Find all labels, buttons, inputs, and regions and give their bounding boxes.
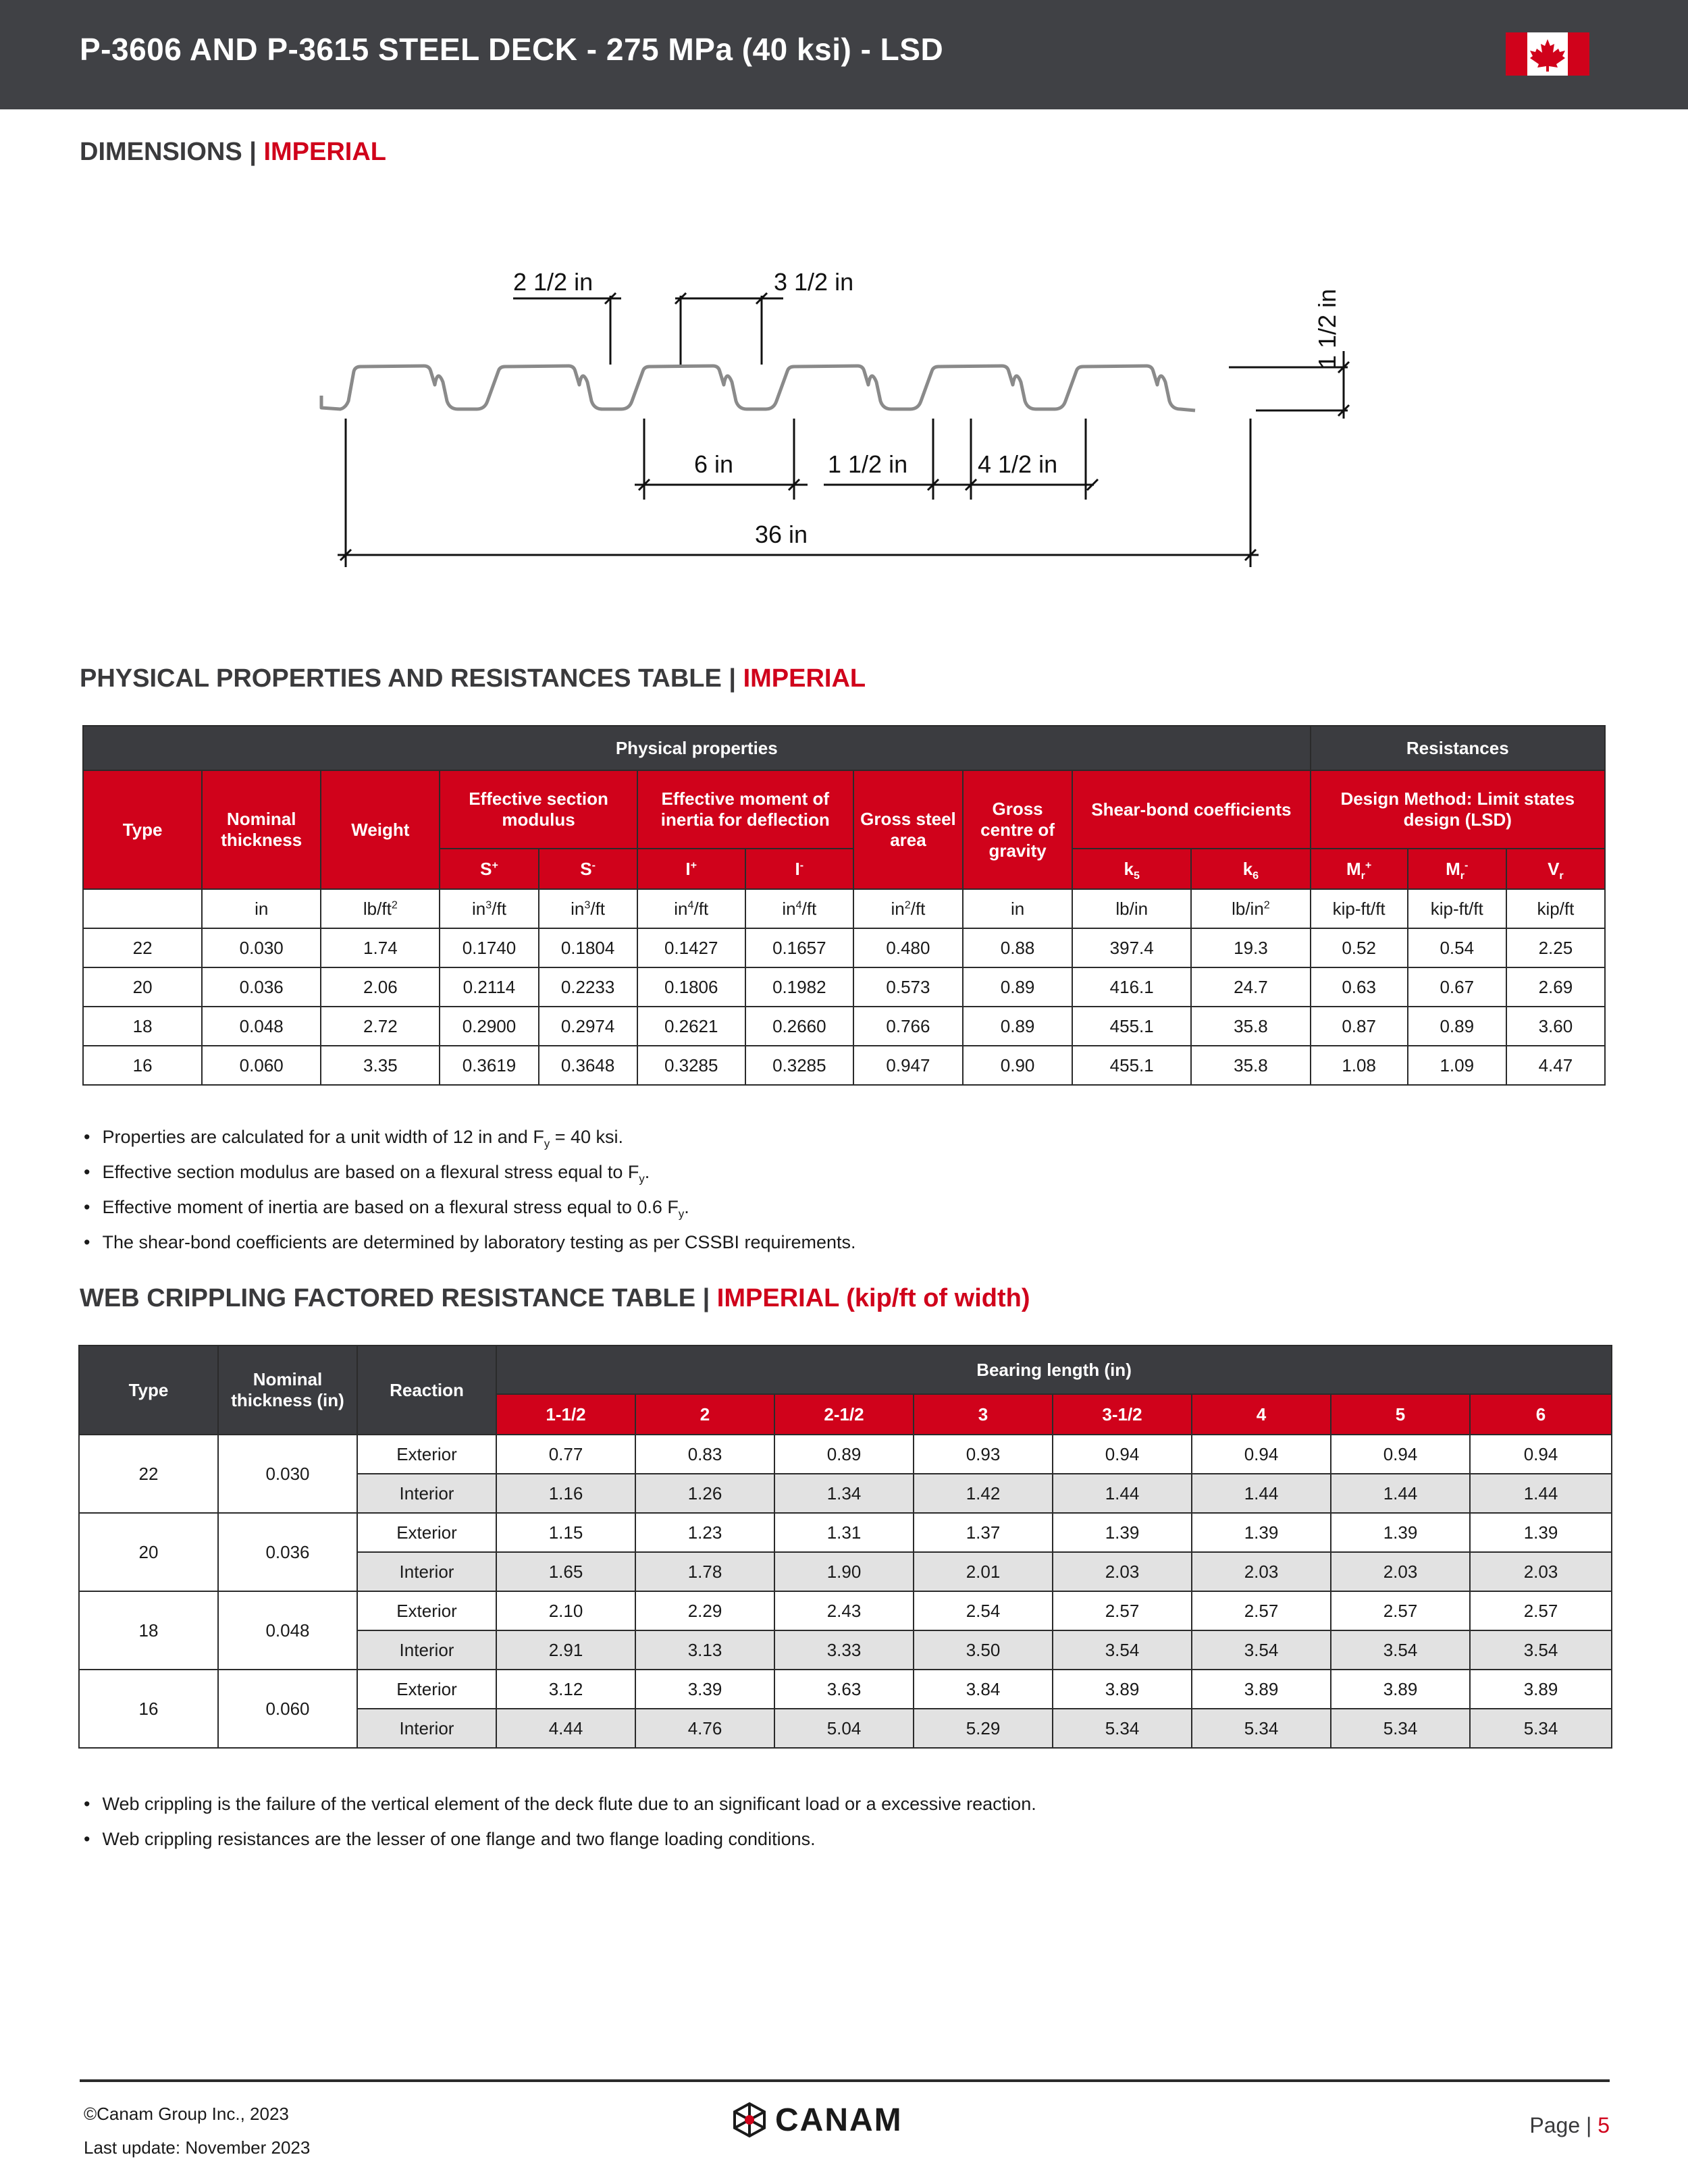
cell-s-plus: 0.2900 — [440, 1007, 538, 1046]
cell-vr: 4.47 — [1506, 1046, 1605, 1085]
cell-mr-minus: 0.54 — [1408, 928, 1506, 967]
web-cell-reaction: Interior — [357, 1474, 496, 1513]
web-cell-value: 5.29 — [914, 1709, 1053, 1748]
web-cell-value: 2.57 — [1192, 1591, 1331, 1630]
web-cell-value: 3.54 — [1470, 1630, 1612, 1670]
dim-label-width: 36 in — [755, 521, 808, 548]
cell-weight: 3.35 — [321, 1046, 440, 1085]
web-crippling-row — [79, 1591, 1612, 1630]
group-physical-properties: Physical properties — [83, 726, 1311, 770]
dimensions-heading-text: DIMENSIONS | — [80, 138, 264, 166]
col-vr: $V_r$ — [1506, 849, 1605, 889]
bearing-length-header: 3-1/2 — [1053, 1394, 1192, 1435]
bearing-length-header: 2-1/2 — [774, 1394, 914, 1435]
col-shear-bond: Shear-bond coefficients — [1072, 770, 1310, 849]
web-cell-value: 1.15 — [496, 1513, 635, 1552]
cell-k6: 35.8 — [1191, 1046, 1310, 1085]
cell-centre-gravity: 0.90 — [963, 1046, 1072, 1085]
unit-type — [83, 889, 202, 928]
unit-vr: kip/ft — [1506, 889, 1605, 928]
web-cell-reaction: Interior — [357, 1552, 496, 1591]
web-crippling-row — [79, 1435, 1612, 1474]
web-cell-value: 1.31 — [774, 1513, 914, 1552]
cell-nominal-thickness: 0.060 — [202, 1046, 321, 1085]
cell-mr-minus: 0.89 — [1408, 1007, 1506, 1046]
web-cell-value: 2.29 — [635, 1591, 774, 1630]
properties-table — [82, 725, 1606, 1086]
dimensions-heading — [80, 138, 386, 167]
deck-profile-outline — [321, 366, 1195, 410]
web-col-type: Type — [79, 1346, 218, 1435]
web-cell-value: 3.39 — [635, 1670, 774, 1709]
cell-nominal-thickness: 0.048 — [202, 1007, 321, 1046]
cell-k6: 19.3 — [1191, 928, 1310, 967]
bearing-length-header: 4 — [1192, 1394, 1331, 1435]
web-cell-value: 1.26 — [635, 1474, 774, 1513]
page-label: Page | — [1529, 2113, 1598, 2137]
cell-vr: 3.60 — [1506, 1007, 1605, 1046]
web-cell-reaction: Interior — [357, 1630, 496, 1670]
web-cell-value: 0.83 — [635, 1435, 774, 1474]
web-col-reaction: Reaction — [357, 1346, 496, 1435]
properties-heading-accent: IMPERIAL — [743, 664, 866, 693]
properties-row — [83, 1046, 1605, 1085]
cell-mr-minus: 0.67 — [1408, 967, 1506, 1007]
cell-gross-area: 0.480 — [853, 928, 963, 967]
cell-s-minus: 0.3648 — [539, 1046, 637, 1085]
dimension-ticks — [340, 293, 1349, 560]
cell-k5: 455.1 — [1072, 1007, 1191, 1046]
web-crippling-notes — [84, 1786, 1036, 1857]
cell-i-minus: 0.3285 — [745, 1046, 853, 1085]
web-cell-value: 2.10 — [496, 1591, 635, 1630]
web-cell-value: 2.57 — [1470, 1591, 1612, 1630]
cell-gross-area: 0.573 — [853, 967, 963, 1007]
unit-centre: in — [963, 889, 1072, 928]
cell-i-minus: 0.1657 — [745, 928, 853, 967]
col-k5: $k_5$ — [1072, 849, 1191, 889]
unit-k5: lb/in — [1072, 889, 1191, 928]
col-i-minus: I- — [745, 849, 853, 889]
web-cell-value: 3.89 — [1331, 1670, 1470, 1709]
dimension-lines — [338, 296, 1348, 567]
web-cell-reaction: Exterior — [357, 1591, 496, 1630]
note-web-crippling-lesser: • Web crippling resistances are the lesser of one flange and two flange loading conditions. — [84, 1821, 1036, 1857]
web-cell-value: 3.89 — [1470, 1670, 1612, 1709]
bearing-length-header: 3 — [914, 1394, 1053, 1435]
cell-i-plus: 0.1427 — [637, 928, 745, 967]
web-cell-value: 1.78 — [635, 1552, 774, 1591]
web-cell-reaction: Exterior — [357, 1435, 496, 1474]
web-cell-value: 1.39 — [1192, 1513, 1331, 1552]
web-cell-value: 3.54 — [1053, 1630, 1192, 1670]
col-gross-steel-area: Gross steel area — [853, 770, 963, 889]
cell-i-minus: 0.2660 — [745, 1007, 853, 1046]
unit-area: $in^2/ft$ — [853, 889, 963, 928]
copyright: ©Canam Group Inc., 2023 — [84, 2104, 289, 2124]
cell-s-plus: 0.3619 — [440, 1046, 538, 1085]
canada-flag-icon — [1506, 32, 1589, 76]
web-cell-value: 2.03 — [1470, 1552, 1612, 1591]
bearing-length-header: 2 — [635, 1394, 774, 1435]
web-cell-value: 1.65 — [496, 1552, 635, 1591]
cell-i-plus: 0.3285 — [637, 1046, 745, 1085]
web-cell-reaction: Exterior — [357, 1670, 496, 1709]
deck-profile-diagram — [297, 250, 1377, 587]
properties-heading — [80, 664, 866, 693]
web-cell-value: 2.91 — [496, 1630, 635, 1670]
cell-mr-plus: 1.08 — [1311, 1046, 1408, 1085]
web-cell-value: 5.34 — [1053, 1709, 1192, 1748]
cell-k6: 35.8 — [1191, 1007, 1310, 1046]
properties-row — [83, 928, 1605, 967]
web-crippling-heading — [80, 1284, 1030, 1313]
properties-table-body — [83, 928, 1605, 1085]
web-heading-text: WEB CRIPPLING FACTORED RESISTANCE TABLE | — [80, 1284, 717, 1312]
web-cell-value: 1.44 — [1053, 1474, 1192, 1513]
web-cell-value: 2.03 — [1053, 1552, 1192, 1591]
dim-label-rib-top: 4 1/2 in — [978, 450, 1058, 478]
cell-k5: 416.1 — [1072, 967, 1191, 1007]
properties-heading-text: PHYSICAL PROPERTIES AND RESISTANCES TABLE | — [80, 664, 743, 693]
web-cell-value: 0.89 — [774, 1435, 914, 1474]
cell-nominal-thickness: 0.036 — [202, 967, 321, 1007]
web-cell-value: 0.94 — [1331, 1435, 1470, 1474]
unit-i-minus: $in^4/ft$ — [745, 889, 853, 928]
web-crippling-row — [79, 1513, 1612, 1552]
canam-wordmark: CANAM — [775, 2102, 903, 2138]
properties-notes — [84, 1119, 856, 1260]
cell-k5: 455.1 — [1072, 1046, 1191, 1085]
web-cell-value: 1.39 — [1470, 1513, 1612, 1552]
unit-mr-plus: kip-ft/ft — [1311, 889, 1408, 928]
cell-weight: 2.72 — [321, 1007, 440, 1046]
page-header — [0, 0, 1688, 109]
cell-centre-gravity: 0.89 — [963, 1007, 1072, 1046]
cell-s-minus: 0.1804 — [539, 928, 637, 967]
cell-type: 20 — [83, 967, 202, 1007]
web-cell-value: 1.44 — [1192, 1474, 1331, 1513]
web-cell-value: 3.12 — [496, 1670, 635, 1709]
web-cell-value: 3.54 — [1331, 1630, 1470, 1670]
unit-k6: $lb/in^2$ — [1191, 889, 1310, 928]
cell-nominal-thickness: 0.030 — [202, 928, 321, 967]
web-cell-value: 1.39 — [1331, 1513, 1470, 1552]
web-cell-thickness: 0.036 — [218, 1513, 357, 1591]
web-cell-value: 0.77 — [496, 1435, 635, 1474]
cell-mr-plus: 0.63 — [1311, 967, 1408, 1007]
web-cell-value: 3.84 — [914, 1670, 1053, 1709]
cell-i-plus: 0.1806 — [637, 967, 745, 1007]
cell-gross-area: 0.766 — [853, 1007, 963, 1046]
cell-gross-area: 0.947 — [853, 1046, 963, 1085]
cell-s-plus: 0.1740 — [440, 928, 538, 967]
web-cell-thickness: 0.048 — [218, 1591, 357, 1670]
col-design-method: Design Method: Limit states design (LSD) — [1311, 770, 1605, 849]
web-cell-value: 0.94 — [1470, 1435, 1612, 1474]
canam-logo — [731, 2101, 903, 2139]
web-cell-value: 1.44 — [1470, 1474, 1612, 1513]
cell-s-minus: 0.2974 — [539, 1007, 637, 1046]
web-heading-accent: IMPERIAL (kip/ft of width) — [716, 1284, 1030, 1312]
cell-mr-plus: 0.52 — [1311, 928, 1408, 967]
web-cell-value: 2.57 — [1331, 1591, 1470, 1630]
web-cell-value: 3.63 — [774, 1670, 914, 1709]
web-cell-value: 3.13 — [635, 1630, 774, 1670]
cell-s-plus: 0.2114 — [440, 967, 538, 1007]
web-cell-thickness: 0.030 — [218, 1435, 357, 1513]
web-cell-reaction: Exterior — [357, 1513, 496, 1552]
web-cell-value: 1.16 — [496, 1474, 635, 1513]
cell-mr-minus: 1.09 — [1408, 1046, 1506, 1085]
unit-s-minus: $in^3/ft$ — [539, 889, 637, 928]
dim-label-2-5: 2 1/2 in — [513, 268, 594, 296]
col-s-plus: S+ — [440, 849, 538, 889]
unit-i-plus: $in^4/ft$ — [637, 889, 745, 928]
web-cell-value: 3.89 — [1192, 1670, 1331, 1709]
dim-label-pitch: 6 in — [694, 450, 734, 478]
dim-label-flute-bottom: 1 1/2 in — [828, 450, 908, 478]
web-cell-value: 5.34 — [1192, 1709, 1331, 1748]
web-cell-value: 1.37 — [914, 1513, 1053, 1552]
cell-centre-gravity: 0.89 — [963, 967, 1072, 1007]
unit-s-plus: $in^3/ft$ — [440, 889, 538, 928]
dimensions-heading-accent: IMPERIAL — [263, 138, 387, 166]
col-mr-minus: $M_r^-$ — [1408, 849, 1506, 889]
page-number — [1529, 2113, 1610, 2138]
web-cell-type: 18 — [79, 1591, 218, 1670]
web-cell-value: 1.90 — [774, 1552, 914, 1591]
web-cell-value: 0.94 — [1053, 1435, 1192, 1474]
bearing-length-header: 5 — [1331, 1394, 1470, 1435]
footer-rule — [80, 2079, 1610, 2082]
web-cell-value: 2.57 — [1053, 1591, 1192, 1630]
web-cell-value: 5.04 — [774, 1709, 914, 1748]
web-crippling-row — [79, 1670, 1612, 1709]
web-cell-value: 1.44 — [1331, 1474, 1470, 1513]
col-mr-plus: $M_r^+$ — [1311, 849, 1408, 889]
cell-type: 18 — [83, 1007, 202, 1046]
web-cell-value: 3.54 — [1192, 1630, 1331, 1670]
dim-label-3-5: 3 1/2 in — [774, 268, 854, 296]
col-effective-section-modulus: Effective section modulus — [440, 770, 637, 849]
group-resistances: Resistances — [1311, 726, 1605, 770]
col-type: Type — [83, 770, 202, 889]
web-cell-value: 1.34 — [774, 1474, 914, 1513]
web-crippling-body — [79, 1435, 1612, 1748]
web-cell-value: 2.03 — [1192, 1552, 1331, 1591]
web-cell-value: 3.89 — [1053, 1670, 1192, 1709]
units-row — [83, 889, 1605, 928]
web-cell-value: 4.76 — [635, 1709, 774, 1748]
page-title: P-3606 AND P-3615 STEEL DECK - 275 MPa (40 ksi) - LSD — [80, 32, 944, 67]
cell-mr-plus: 0.87 — [1311, 1007, 1408, 1046]
web-cell-value: 5.34 — [1470, 1709, 1612, 1748]
cell-k6: 24.7 — [1191, 967, 1310, 1007]
col-effective-moment-inertia: Effective moment of inertia for deflection — [637, 770, 853, 849]
web-cell-value: 4.44 — [496, 1709, 635, 1748]
cell-type: 16 — [83, 1046, 202, 1085]
note-web-crippling-definition: • Web crippling is the failure of the vertical element of the deck flute due to an significant load or a excessive reaction. — [84, 1786, 1036, 1821]
web-cell-value: 2.43 — [774, 1591, 914, 1630]
web-cell-value: 3.33 — [774, 1630, 914, 1670]
web-cell-thickness: 0.060 — [218, 1670, 357, 1748]
web-cell-value: 5.34 — [1331, 1709, 1470, 1748]
web-cell-value: 0.93 — [914, 1435, 1053, 1474]
web-cell-reaction: Interior — [357, 1709, 496, 1748]
note-moment-inertia: • Effective moment of inertia are based on a flexural stress equal to 0.6 $F_y$. — [84, 1190, 856, 1225]
web-cell-value: 2.01 — [914, 1552, 1053, 1591]
web-cell-value: 2.03 — [1331, 1552, 1470, 1591]
col-nominal-thickness: Nominal thickness — [202, 770, 321, 889]
web-col-nominal: Nominal thickness (in) — [218, 1346, 357, 1435]
web-cell-type: 22 — [79, 1435, 218, 1513]
web-cell-value: 3.50 — [914, 1630, 1053, 1670]
properties-row — [83, 967, 1605, 1007]
cell-i-minus: 0.1982 — [745, 967, 853, 1007]
last-update: Last update: November 2023 — [84, 2137, 311, 2158]
col-gross-centre-gravity: Gross centre of gravity — [963, 770, 1072, 889]
cell-k5: 397.4 — [1072, 928, 1191, 967]
bearing-length-header: 6 — [1470, 1394, 1612, 1435]
dim-label-height: 1 1/2 in — [1313, 288, 1341, 369]
note-unit-width: • Properties are calculated for a unit width of 12 in and $F_y = 40$ ksi. — [84, 1119, 856, 1154]
page-number-value: 5 — [1598, 2113, 1610, 2137]
properties-row — [83, 1007, 1605, 1046]
cell-weight: 1.74 — [321, 928, 440, 967]
col-s-minus: S- — [539, 849, 637, 889]
web-cell-type: 16 — [79, 1670, 218, 1748]
note-shear-bond: • The shear-bond coefficients are determined by laboratory testing as per CSSBI requirements. — [84, 1225, 856, 1260]
note-section-modulus: • Effective section modulus are based on a flexural stress equal to $F_y$. — [84, 1154, 856, 1190]
unit-thickness: in — [202, 889, 321, 928]
cell-i-plus: 0.2621 — [637, 1007, 745, 1046]
web-cell-value: 2.54 — [914, 1591, 1053, 1630]
cell-weight: 2.06 — [321, 967, 440, 1007]
unit-weight: $lb/ft^2$ — [321, 889, 440, 928]
web-cell-type: 20 — [79, 1513, 218, 1591]
col-weight: Weight — [321, 770, 440, 889]
web-cell-value: 1.42 — [914, 1474, 1053, 1513]
web-cell-value: 1.39 — [1053, 1513, 1192, 1552]
cell-s-minus: 0.2233 — [539, 967, 637, 1007]
web-col-bearing-length: Bearing length (in) — [496, 1346, 1612, 1394]
bearing-length-header: 1-1/2 — [496, 1394, 635, 1435]
cell-centre-gravity: 0.88 — [963, 928, 1072, 967]
unit-mr-minus: kip-ft/ft — [1408, 889, 1506, 928]
canam-logo-icon — [731, 2101, 768, 2139]
web-cell-value: 0.94 — [1192, 1435, 1331, 1474]
cell-type: 22 — [83, 928, 202, 967]
web-cell-value: 1.23 — [635, 1513, 774, 1552]
col-k6: $k_6$ — [1191, 849, 1310, 889]
col-i-plus: I+ — [637, 849, 745, 889]
cell-vr: 2.25 — [1506, 928, 1605, 967]
cell-vr: 2.69 — [1506, 967, 1605, 1007]
web-crippling-table — [78, 1345, 1612, 1749]
